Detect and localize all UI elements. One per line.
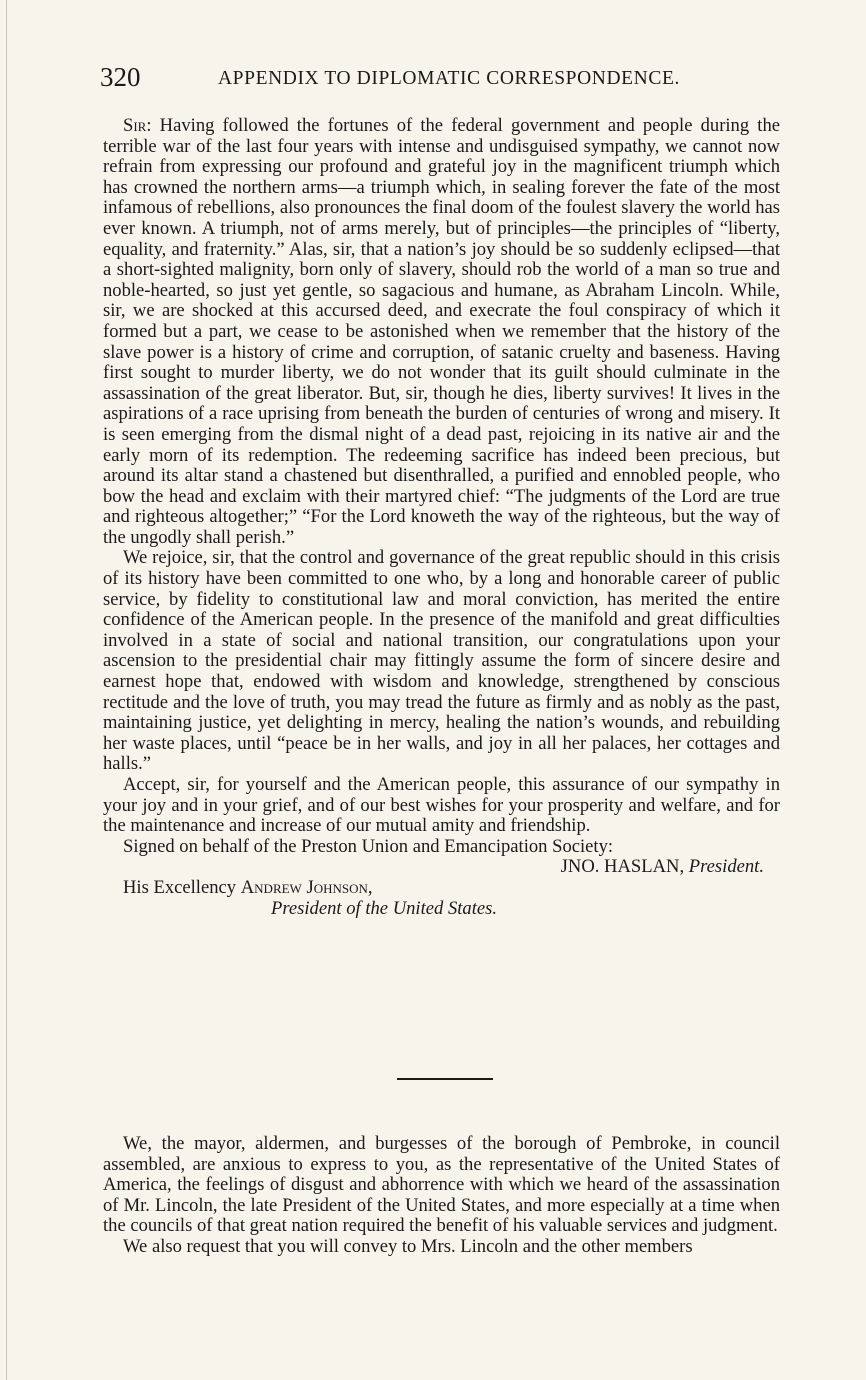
signer-name: JNO. HASLAN, xyxy=(560,856,685,878)
page-header xyxy=(100,62,780,102)
letter-preston-society xyxy=(103,116,780,919)
addressee-line xyxy=(103,878,780,899)
section-divider xyxy=(397,1078,493,1080)
letter1-paragraph-3: Accept, sir, for yourself and the American people, this assurance of our sympathy in your joy and in your grief, and of our best wishes for your prosperity and welfare, and for the maintenance and increase of our mutual amity and friendship. xyxy=(103,774,780,837)
addressee-name: Andrew Johnson, xyxy=(240,876,373,898)
signed-on-behalf-line: Signed on behalf of the Preston Union and Emancipation Society: xyxy=(123,835,614,857)
page-edge-line xyxy=(6,0,7,1380)
salutation: Sir: xyxy=(123,115,152,136)
letter1-paragraph-1 xyxy=(103,116,780,548)
letter2-paragraph-2: We also request that you will convey to Mrs. Lincoln and the other members xyxy=(123,1235,693,1257)
page-number: 320 xyxy=(100,62,141,92)
addressee-title: President of the United States. xyxy=(271,897,498,919)
letter-pembroke-borough xyxy=(103,1134,780,1258)
letter2-paragraph-1: We, the mayor, aldermen, and burgesses of the borough of Pembroke, in council assembled, are anxious to express to you, as the representative of the United States of America, the feelings of disgust and abhorrence with which we heard of the assassination of Mr. Lincoln, the late President of the United States, and more especially at a time when the councils of that great nation required the benefit of his valuable services and judgment. xyxy=(103,1133,780,1237)
letter1-paragraph-2: We rejoice, sir, that the control and governance of the great republic should in this crisis of its history have been committed to one who, by a long and honorable career of public service, by fidelity to constitutional law and moral conviction, has merited the entire confidence of the American people. In the presence of the manifold and great difficulties involved in a state of social and national transition, our congratulations upon your ascension to the presidential chair may fittingly assume the form of sincere desire and earnest hope that, endowed with wisdom and knowledge, strengthened by conscious rectitude and the love of truth, you may tread the future as firmly and as nobly as the past, maintaining justice, yet delighting in mercy, healing the nation’s wounds, and rebuilding her waste places, until “peace be in her walls, and joy in all her palaces, her cottages and halls.” xyxy=(103,547,780,775)
signature xyxy=(103,857,780,878)
addressee-prefix: His Excellency xyxy=(123,876,237,898)
letter1-p1-text: Having followed the fortunes of the federal government and people during the terrible war of the last four years with intense and undisguised sympathy, we cannot now refrain from expressing our profound and grateful joy in the magnificent triumph which has crowned the northern arms—a triumph which, in sealing forever the fate of the most infamous of rebellions, also pronounces the final doom of the foulest slavery the world has ever known. A triumph, not of arms merely, but of principles—the principles of “liberty, equality, and fraternity.” Alas, sir, that a nation’s joy should be so suddenly eclipsed—that a short-sighted malignity, born only of slavery, should rob the world of a man so true and noble-hearted, so just yet gentle, so sagacious and humane, as Abraham Lincoln. While, sir, we are shocked at this accursed deed, and execrate the foul conspiracy of which it formed but a part, we cease to be astonished when we remember that the history of the slave power is a history of crime and corruption, of satanic cruelty and baseness. Having first sought to murder liberty, we do not wonder that its guilt should culminate in the assassination of the great liberator. But, sir, though he dies, liberty survives! It lives in the aspirations of a race uprising from beneath the burden of centuries of wrong and misery. It is seen emerging from the dismal night of a dead past, rejoicing in its native air and the early morn of its redemption. The redeeming sacrifice has indeed been precious, but around its altar stand a chastened but disenthralled, a purified and ennobled people, who bow the head and exclaim with their martyred chief: “The judgments of the Lord are true and righteous altogether;” “For the Lord knoweth the way of the righteous, but the way of the ungodly shall perish.” xyxy=(103,115,780,548)
signer-title: President. xyxy=(688,856,764,878)
running-title: APPENDIX TO DIPLOMATIC CORRESPONDENCE. xyxy=(218,68,680,89)
